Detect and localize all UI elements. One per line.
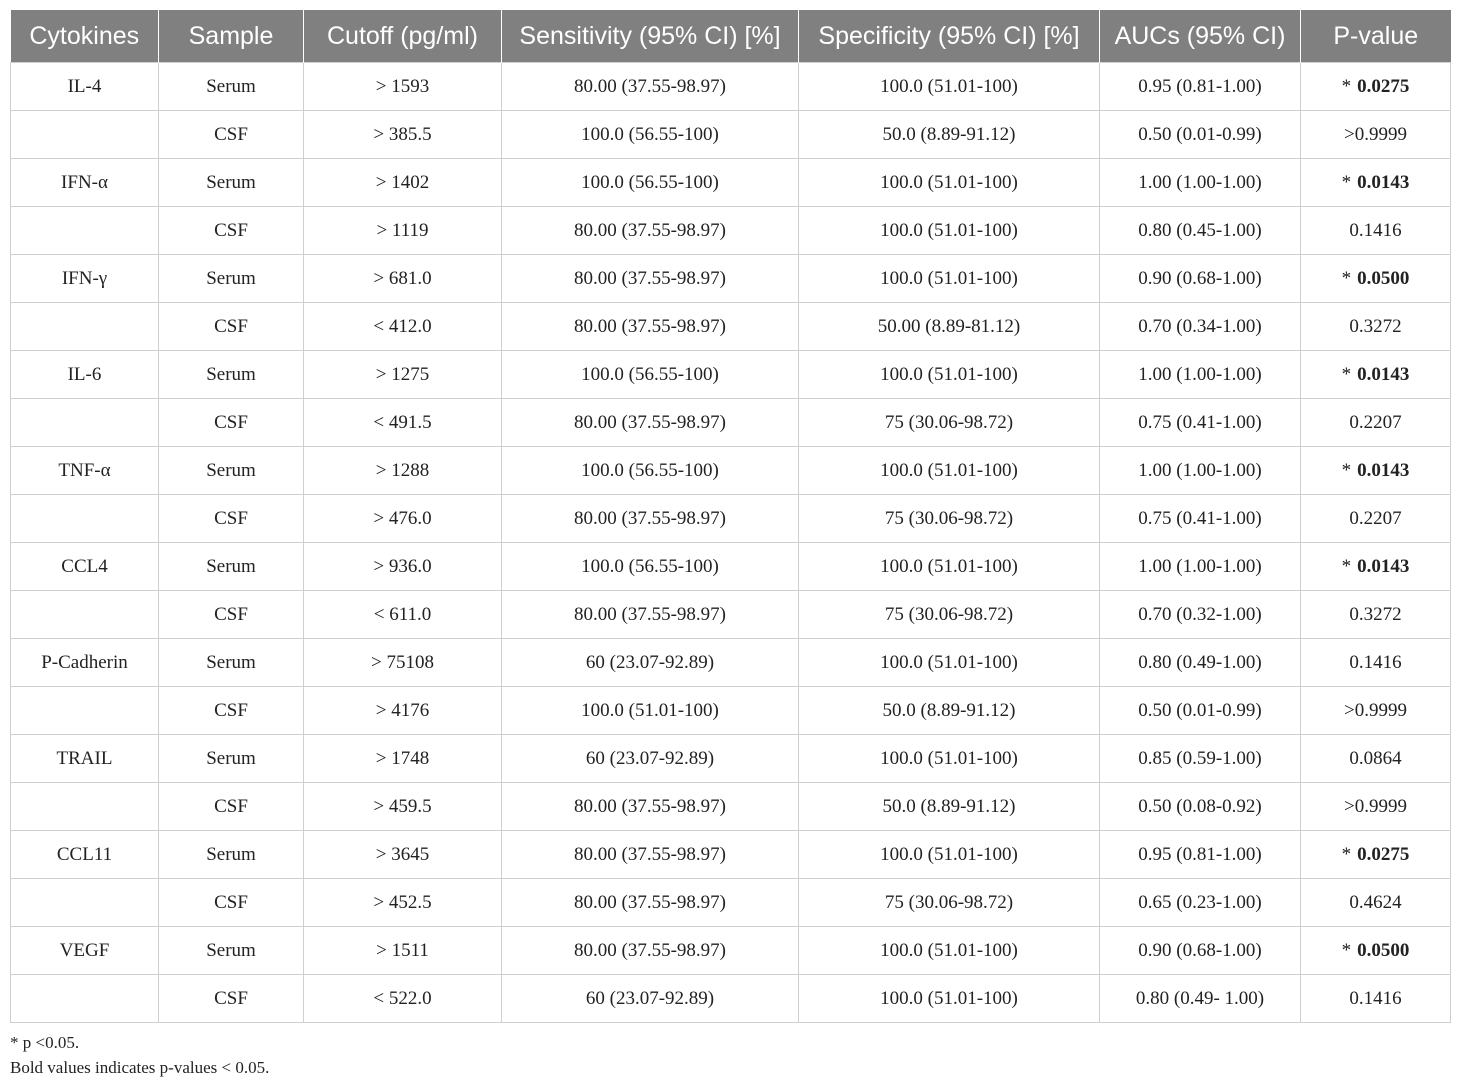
cell-sensitivity: 60 (23.07-92.89) [502, 975, 799, 1023]
p-value-text: 0.0500 [1357, 939, 1410, 961]
table-header-row [11, 10, 1451, 63]
cell-p-value [1301, 783, 1451, 831]
footnotes [10, 1030, 269, 1080]
cell-auc: 0.95 (0.81-1.00) [1100, 63, 1301, 111]
cell-sensitivity: 100.0 (56.55-100) [502, 159, 799, 207]
cell-cutoff: > 476.0 [304, 495, 502, 543]
cytokine-roc-table [10, 10, 1451, 1023]
cell-auc: 0.50 (0.01-0.99) [1100, 111, 1301, 159]
p-value-text: >0.9999 [1344, 123, 1407, 145]
table-row [11, 303, 1451, 351]
cell-sensitivity: 80.00 (37.55-98.97) [502, 399, 799, 447]
p-value-text: 0.0864 [1349, 747, 1402, 769]
cell-cutoff: > 681.0 [304, 255, 502, 303]
p-value-text: 0.0143 [1357, 171, 1410, 193]
header-cutoff: Cutoff (pg/ml) [304, 10, 502, 63]
cell-sensitivity: 60 (23.07-92.89) [502, 735, 799, 783]
cell-specificity: 100.0 (51.01-100) [799, 159, 1100, 207]
p-value-text: 0.1416 [1349, 219, 1402, 241]
cell-p-value [1301, 735, 1451, 783]
cell-cutoff: > 1511 [304, 927, 502, 975]
cell-sensitivity: 60 (23.07-92.89) [502, 639, 799, 687]
cell-auc: 0.85 (0.59-1.00) [1100, 735, 1301, 783]
cell-cytokine [11, 975, 159, 1023]
table-row [11, 783, 1451, 831]
cell-cytokine [11, 399, 159, 447]
cell-sample: CSF [159, 207, 304, 255]
p-value-text: 0.0275 [1357, 843, 1410, 865]
table-row [11, 255, 1451, 303]
cell-cutoff: > 936.0 [304, 543, 502, 591]
cell-specificity: 100.0 (51.01-100) [799, 351, 1100, 399]
table-row [11, 687, 1451, 735]
cell-sensitivity: 80.00 (37.55-98.97) [502, 255, 799, 303]
significance-marker: * [1341, 939, 1352, 961]
cell-p-value [1301, 975, 1451, 1023]
cell-cutoff: < 491.5 [304, 399, 502, 447]
cell-sample: Serum [159, 639, 304, 687]
cell-p-value [1301, 255, 1451, 303]
cell-auc: 1.00 (1.00-1.00) [1100, 351, 1301, 399]
cell-cytokine [11, 495, 159, 543]
cell-sensitivity: 100.0 (51.01-100) [502, 687, 799, 735]
cell-sample: CSF [159, 591, 304, 639]
cell-cytokine: IFN-α [11, 159, 159, 207]
cell-sensitivity: 80.00 (37.55-98.97) [502, 831, 799, 879]
cell-cytokine: CCL11 [11, 831, 159, 879]
p-value-text: 0.3272 [1349, 603, 1402, 625]
p-value-text: >0.9999 [1344, 795, 1407, 817]
cell-p-value [1301, 159, 1451, 207]
significance-marker: * [1341, 267, 1352, 289]
cell-auc: 0.75 (0.41-1.00) [1100, 399, 1301, 447]
significance-marker: * [1341, 555, 1352, 577]
cell-p-value [1301, 207, 1451, 255]
table-row [11, 975, 1451, 1023]
cell-cutoff: > 1288 [304, 447, 502, 495]
cell-p-value [1301, 111, 1451, 159]
significance-marker: * [1341, 75, 1352, 97]
header-specificity: Specificity (95% CI) [%] [799, 10, 1100, 63]
table-row [11, 207, 1451, 255]
cell-specificity: 100.0 (51.01-100) [799, 447, 1100, 495]
cell-specificity: 100.0 (51.01-100) [799, 927, 1100, 975]
p-value-text: 0.4624 [1349, 891, 1402, 913]
p-value-text: 0.3272 [1349, 315, 1402, 337]
cell-p-value [1301, 639, 1451, 687]
cell-sample: Serum [159, 543, 304, 591]
cell-sample: Serum [159, 255, 304, 303]
cell-auc: 0.90 (0.68-1.00) [1100, 927, 1301, 975]
cell-cutoff: > 75108 [304, 639, 502, 687]
cell-specificity: 100.0 (51.01-100) [799, 831, 1100, 879]
cell-sensitivity: 80.00 (37.55-98.97) [502, 591, 799, 639]
significance-marker: * [1341, 843, 1352, 865]
cell-p-value [1301, 351, 1451, 399]
cell-cytokine [11, 783, 159, 831]
cell-cytokine [11, 687, 159, 735]
cell-specificity: 100.0 (51.01-100) [799, 255, 1100, 303]
cell-cutoff: < 412.0 [304, 303, 502, 351]
table-row [11, 63, 1451, 111]
cell-sensitivity: 80.00 (37.55-98.97) [502, 783, 799, 831]
cell-auc: 0.75 (0.41-1.00) [1100, 495, 1301, 543]
cell-p-value [1301, 879, 1451, 927]
cell-auc: 0.70 (0.32-1.00) [1100, 591, 1301, 639]
cell-specificity: 100.0 (51.01-100) [799, 63, 1100, 111]
cell-auc: 0.80 (0.49-1.00) [1100, 639, 1301, 687]
cell-specificity: 100.0 (51.01-100) [799, 639, 1100, 687]
table-row [11, 831, 1451, 879]
cell-sensitivity: 80.00 (37.55-98.97) [502, 879, 799, 927]
cell-p-value [1301, 591, 1451, 639]
cell-sample: Serum [159, 351, 304, 399]
cell-sample: Serum [159, 447, 304, 495]
significance-marker: * [1341, 459, 1352, 481]
cell-p-value [1301, 447, 1451, 495]
cell-sensitivity: 100.0 (56.55-100) [502, 543, 799, 591]
cell-cutoff: > 385.5 [304, 111, 502, 159]
p-value-text: 0.2207 [1349, 411, 1402, 433]
cell-sensitivity: 100.0 (56.55-100) [502, 111, 799, 159]
cell-p-value [1301, 399, 1451, 447]
cell-cutoff: < 611.0 [304, 591, 502, 639]
cell-sample: Serum [159, 735, 304, 783]
cell-sensitivity: 80.00 (37.55-98.97) [502, 63, 799, 111]
cell-specificity: 75 (30.06-98.72) [799, 399, 1100, 447]
cell-auc: 0.70 (0.34-1.00) [1100, 303, 1301, 351]
cell-sample: Serum [159, 831, 304, 879]
cell-auc: 0.65 (0.23-1.00) [1100, 879, 1301, 927]
cell-sample: Serum [159, 159, 304, 207]
cell-specificity: 100.0 (51.01-100) [799, 735, 1100, 783]
cell-p-value [1301, 543, 1451, 591]
cell-sample: CSF [159, 399, 304, 447]
header-cytokines: Cytokines [11, 10, 159, 63]
table-body [11, 63, 1451, 1023]
table-row [11, 495, 1451, 543]
cell-cytokine: P-Cadherin [11, 639, 159, 687]
cell-sample: Serum [159, 927, 304, 975]
table-row [11, 927, 1451, 975]
cell-specificity: 100.0 (51.01-100) [799, 543, 1100, 591]
cell-p-value [1301, 687, 1451, 735]
cell-auc: 1.00 (1.00-1.00) [1100, 447, 1301, 495]
cell-p-value [1301, 303, 1451, 351]
cell-cutoff: > 452.5 [304, 879, 502, 927]
cell-specificity: 50.0 (8.89-91.12) [799, 687, 1100, 735]
cell-cutoff: > 1748 [304, 735, 502, 783]
cell-auc: 0.50 (0.08-0.92) [1100, 783, 1301, 831]
table-row [11, 735, 1451, 783]
cell-sample: CSF [159, 303, 304, 351]
p-value-text: 0.0143 [1357, 363, 1410, 385]
cell-specificity: 75 (30.06-98.72) [799, 879, 1100, 927]
p-value-text: 0.2207 [1349, 507, 1402, 529]
footnote-bold: Bold values indicates p-values < 0.05. [10, 1058, 270, 1077]
table-row [11, 591, 1451, 639]
cell-p-value [1301, 927, 1451, 975]
table-row [11, 159, 1451, 207]
cell-auc: 0.80 (0.45-1.00) [1100, 207, 1301, 255]
p-value-text: >0.9999 [1344, 699, 1407, 721]
cell-sample: CSF [159, 975, 304, 1023]
table-row [11, 639, 1451, 687]
cell-specificity: 75 (30.06-98.72) [799, 495, 1100, 543]
results-table-container [10, 10, 1450, 1023]
cell-sensitivity: 100.0 (56.55-100) [502, 447, 799, 495]
p-value-text: 0.0500 [1357, 267, 1410, 289]
table-row [11, 543, 1451, 591]
cell-cytokine: TRAIL [11, 735, 159, 783]
table-row [11, 351, 1451, 399]
cell-auc: 0.95 (0.81-1.00) [1100, 831, 1301, 879]
cell-cytokine [11, 111, 159, 159]
cell-cytokine [11, 591, 159, 639]
cell-auc: 1.00 (1.00-1.00) [1100, 159, 1301, 207]
cell-cutoff: > 459.5 [304, 783, 502, 831]
table-row [11, 879, 1451, 927]
cell-sensitivity: 100.0 (56.55-100) [502, 351, 799, 399]
cell-specificity: 50.0 (8.89-91.12) [799, 111, 1100, 159]
cell-cytokine: VEGF [11, 927, 159, 975]
cell-cytokine: IL-4 [11, 63, 159, 111]
table-row [11, 447, 1451, 495]
p-value-text: 0.0143 [1357, 459, 1410, 481]
cell-cytokine [11, 879, 159, 927]
p-value-text: 0.1416 [1349, 987, 1402, 1009]
significance-marker: * [1341, 171, 1352, 193]
cell-cytokine [11, 303, 159, 351]
cell-specificity: 50.00 (8.89-81.12) [799, 303, 1100, 351]
cell-cutoff: > 1593 [304, 63, 502, 111]
cell-cytokine: IFN-γ [11, 255, 159, 303]
cell-specificity: 100.0 (51.01-100) [799, 207, 1100, 255]
header-aucs: AUCs (95% CI) [1100, 10, 1301, 63]
cell-cutoff: < 522.0 [304, 975, 502, 1023]
footnote-significance: * p <0.05. [10, 1033, 80, 1052]
cell-auc: 1.00 (1.00-1.00) [1100, 543, 1301, 591]
cell-sample: CSF [159, 879, 304, 927]
cell-sensitivity: 80.00 (37.55-98.97) [502, 927, 799, 975]
cell-cutoff: > 4176 [304, 687, 502, 735]
cell-cytokine [11, 207, 159, 255]
cell-cutoff: > 3645 [304, 831, 502, 879]
cell-specificity: 100.0 (51.01-100) [799, 975, 1100, 1023]
cell-sample: CSF [159, 783, 304, 831]
cell-auc: 0.90 (0.68-1.00) [1100, 255, 1301, 303]
header-p-value: P-value [1301, 10, 1451, 63]
cell-auc: 0.50 (0.01-0.99) [1100, 687, 1301, 735]
cell-cytokine: TNF-α [11, 447, 159, 495]
cell-sensitivity: 80.00 (37.55-98.97) [502, 495, 799, 543]
cell-specificity: 75 (30.06-98.72) [799, 591, 1100, 639]
table-row [11, 399, 1451, 447]
cell-sample: CSF [159, 495, 304, 543]
cell-cutoff: > 1275 [304, 351, 502, 399]
p-value-text: 0.1416 [1349, 651, 1402, 673]
table-row [11, 111, 1451, 159]
cell-cutoff: > 1402 [304, 159, 502, 207]
significance-marker: * [1341, 363, 1352, 385]
p-value-text: 0.0143 [1357, 555, 1410, 577]
cell-p-value [1301, 831, 1451, 879]
cell-sample: Serum [159, 63, 304, 111]
cell-p-value [1301, 495, 1451, 543]
header-sample: Sample [159, 10, 304, 63]
p-value-text: 0.0275 [1357, 75, 1410, 97]
cell-cytokine: CCL4 [11, 543, 159, 591]
cell-cutoff: > 1119 [304, 207, 502, 255]
cell-specificity: 50.0 (8.89-91.12) [799, 783, 1100, 831]
cell-sample: CSF [159, 111, 304, 159]
cell-sensitivity: 80.00 (37.55-98.97) [502, 303, 799, 351]
cell-cytokine: IL-6 [11, 351, 159, 399]
cell-p-value [1301, 63, 1451, 111]
header-sensitivity: Sensitivity (95% CI) [%] [502, 10, 799, 63]
cell-sample: CSF [159, 687, 304, 735]
cell-auc: 0.80 (0.49- 1.00) [1100, 975, 1301, 1023]
cell-sensitivity: 80.00 (37.55-98.97) [502, 207, 799, 255]
